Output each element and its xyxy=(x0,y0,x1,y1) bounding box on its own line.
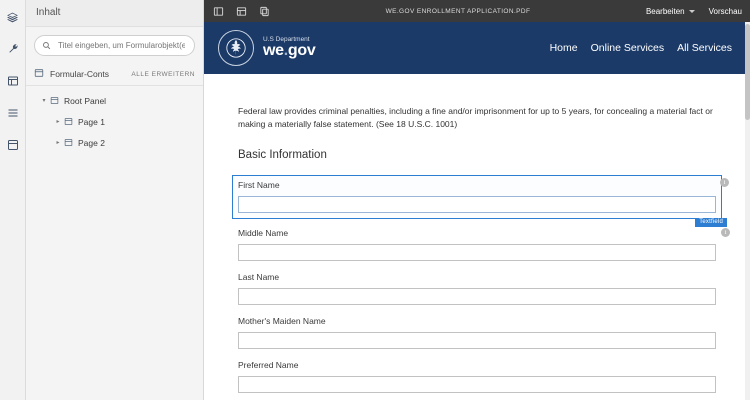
legal-notice: Federal law provides criminal penalties, including a fine and/or imprisonment for up to 5 years, for concealing a material fact or making a materially false statement. (See 18 U.S.C. 1001) xyxy=(238,105,713,129)
search-area xyxy=(26,27,203,62)
field-label: Mother's Maiden Name xyxy=(238,315,326,326)
form-icon xyxy=(34,68,44,80)
first-name-input[interactable] xyxy=(238,196,716,213)
document-title: WE.GOV ENROLLMENT APPLICATION.PDF xyxy=(385,7,531,15)
brand-dot: . xyxy=(283,42,288,60)
form-body xyxy=(204,74,750,393)
list-icon[interactable] xyxy=(3,102,23,124)
chevron-down-icon xyxy=(689,10,695,13)
brand-wordmark xyxy=(263,43,315,60)
sidebar-title: Inhalt xyxy=(26,0,203,27)
form-tree xyxy=(26,86,203,153)
nav-item-all-services[interactable]: All Services xyxy=(677,42,732,54)
brand-suffix: gov xyxy=(287,42,316,60)
chevron-down-icon[interactable]: ▾ xyxy=(42,98,46,104)
grid-icon[interactable] xyxy=(235,5,247,17)
site-nav xyxy=(550,42,732,54)
edit-menu-button[interactable] xyxy=(646,7,695,16)
site-banner xyxy=(204,22,750,74)
chevron-right-icon[interactable]: ▸ xyxy=(56,140,60,146)
field-label: Middle Name xyxy=(238,227,289,238)
page-title: Basic Information xyxy=(238,148,327,161)
status-badge: Textfield xyxy=(695,218,727,227)
nav-item-home[interactable]: Home xyxy=(549,42,578,54)
field-label: Preferred Name xyxy=(238,359,299,370)
help-icon[interactable]: i xyxy=(721,228,730,237)
field-label: First Name xyxy=(238,179,280,190)
brand-text: we xyxy=(263,42,284,60)
middle-name-input[interactable] xyxy=(238,244,716,261)
field-label: Last Name xyxy=(238,271,280,282)
edit-menu-label: Bearbeiten xyxy=(645,6,685,16)
document-scrollbar[interactable] xyxy=(745,22,750,400)
field-middle-name[interactable] xyxy=(238,227,727,261)
preview-button[interactable]: Vorschau xyxy=(708,6,742,16)
help-icon[interactable]: i xyxy=(720,178,729,187)
wrench-icon[interactable] xyxy=(3,38,23,60)
tree-item-page-2[interactable] xyxy=(26,132,203,153)
scrollbar-thumb[interactable] xyxy=(745,24,750,120)
chevron-right-icon[interactable]: ▸ xyxy=(56,119,60,125)
tree-item-root-panel[interactable] xyxy=(26,90,203,111)
tree-item-label: Page 2 xyxy=(78,137,105,148)
field-first-name[interactable] xyxy=(232,175,726,226)
page-icon xyxy=(64,138,73,147)
copy-icon[interactable] xyxy=(258,5,270,17)
sidebar-toggle-icon[interactable] xyxy=(212,5,224,17)
tree-item-label: Page 1 xyxy=(78,116,105,127)
mothers-maiden-name-input[interactable] xyxy=(238,332,716,349)
preferred-name-input[interactable] xyxy=(238,376,716,393)
last-name-input[interactable] xyxy=(238,288,716,305)
search-icon xyxy=(42,37,51,55)
content-sidebar xyxy=(26,0,204,400)
department-label: U.S Department xyxy=(263,35,310,43)
tree-item-label: Root Panel xyxy=(64,95,107,106)
tool-rail xyxy=(0,0,26,400)
properties-icon[interactable] xyxy=(3,70,23,92)
field-mothers-maiden-name[interactable] xyxy=(238,316,716,349)
panel-icon xyxy=(50,96,59,105)
preview-icon[interactable] xyxy=(3,134,23,156)
field-last-name[interactable] xyxy=(238,272,716,305)
page-icon xyxy=(64,117,73,126)
form-contents-header[interactable] xyxy=(26,62,203,86)
tree-item-page-1[interactable] xyxy=(26,111,203,132)
us-department-seal-icon xyxy=(218,30,254,66)
expand-all-button[interactable]: ALLE ERWEITERN xyxy=(131,70,195,78)
top-toolbar xyxy=(204,0,750,22)
search-input[interactable] xyxy=(56,40,187,51)
form-contents-label: Formular-Conts xyxy=(50,69,110,79)
layers-icon[interactable] xyxy=(3,6,23,28)
nav-item-online-services[interactable]: Online Services xyxy=(590,42,665,54)
search-box[interactable] xyxy=(34,35,195,56)
field-preferred-name[interactable] xyxy=(238,360,716,393)
main-area xyxy=(204,0,750,400)
document-canvas xyxy=(204,22,750,400)
